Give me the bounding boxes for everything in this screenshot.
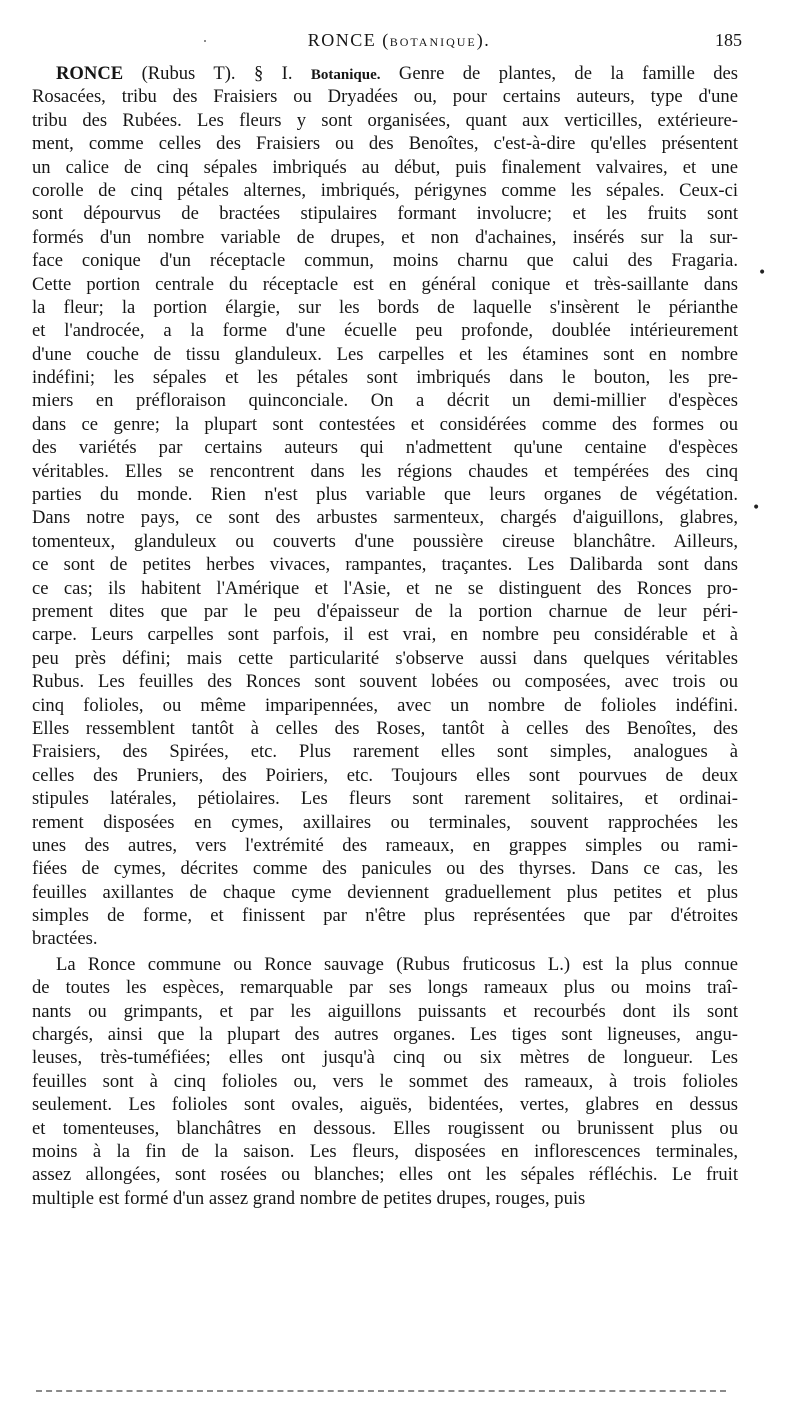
paragraph-1-line: Genre de plantes, de la famille des bbox=[398, 63, 738, 84]
paragraph-1-line: tomenteux, glanduleux ou couverts d'une poussière cireuse blanchâtre. Ailleurs, bbox=[32, 530, 738, 552]
headword: RONCE bbox=[56, 63, 124, 84]
paragraph-1-line: corolle de cinq pétales alternes, imbriqués, périgynes comme les sépales. Ceux-ci bbox=[32, 179, 738, 201]
paragraph-1-line: formés d'un nombre variable de drupes, et non d'achaines, insérés sur la sur- bbox=[32, 226, 738, 248]
paragraph-1-line: parties du monde. Rien n'est plus variable que leurs organes de végétation. bbox=[32, 484, 738, 506]
running-title-main: RONCE ( bbox=[307, 30, 390, 50]
paragraph-1-line: et l'androcée, a la forme d'une écuelle peu profonde, doublée intérieurement bbox=[32, 320, 738, 342]
paragraph-1-line: véritables. Elles se rencontrent dans les régions chaudes et tempérées des cinq bbox=[32, 460, 738, 482]
paragraph-2-line: multiple est formé d'un assez grand nombre de petites drupes, rouges, puis bbox=[32, 1187, 586, 1209]
paragraph-1-line: tribu des Rubées. Les fleurs y sont organisées, quant aux verticilles, extérieure- bbox=[32, 109, 738, 131]
paragraph-1-line: prement dites que par le peu d'épaisseur de la portion charnue de leur péri- bbox=[32, 600, 738, 622]
running-head bbox=[56, 24, 742, 54]
paragraph-1-line: Rubus. Les feuilles des Ronces sont souvent lobées ou composées, avec trois ou bbox=[32, 671, 738, 693]
paragraph-1-line: feuilles axillantes de chaque cyme deviennent graduellement plus petites et plus bbox=[32, 881, 738, 903]
paragraph-2-line: assez allongées, sont rosées ou blanches; elles ont les sépales réfléchis. Le fruit bbox=[32, 1164, 738, 1186]
paragraph-1-line: Fraisiers, des Spirées, etc. Plus rarement elles sont simples, analogues à bbox=[32, 741, 738, 763]
paragraph-1-line: stipules latérales, pétiolaires. Les fleurs sont rarement solitaires, et ordinai- bbox=[32, 788, 738, 810]
paragraph-1-line: carpe. Leurs carpelles sont parfois, il est vrai, en nombre peu considérable et à bbox=[32, 624, 738, 646]
paragraph-1-line: des variétés par certains auteurs qui n'admettent qu'une centaine d'espèces bbox=[32, 437, 738, 459]
paragraph-1 bbox=[32, 85, 738, 950]
paragraph-1-line: ment, comme celles des Fraisiers ou des Benoîtes, c'est-à-dire qu'elles présentent bbox=[32, 133, 738, 155]
paragraph-1-line: bractées. bbox=[32, 928, 98, 950]
paragraph-1-line: d'une couche de tissu glanduleux. Les carpelles et les étamines sont en nombre bbox=[32, 343, 738, 365]
paragraph-1-line: celles des Pruniers, des Poiriers, etc. Toujours elles sont pourvues de deux bbox=[32, 764, 738, 786]
paragraph-1-line: miers en préfloraison quinconciale. On a décrit un demi-millier d'espèces bbox=[32, 390, 738, 412]
paragraph-1-line: la fleur; la portion élargie, sur les bords de laquelle s'insèrent le périanthe bbox=[32, 296, 738, 318]
paragraph-1-line: Elles ressemblent tantôt à celles des Roses, tantôt à celles des Benoîtes, des bbox=[32, 717, 738, 739]
running-title bbox=[56, 30, 742, 51]
paragraph-2-line: La Ronce commune ou Ronce sauvage (Rubus fruticosus L.) est la plus connue bbox=[56, 953, 738, 975]
paragraph-2 bbox=[32, 953, 738, 1210]
paragraph-1-line: Rosacées, tribu des Fraisiers ou Dryadées ou, pour certains auteurs, type d'une bbox=[32, 86, 738, 108]
margin-mark: • bbox=[752, 500, 761, 516]
paragraph-1-line: ce sont de petites herbes vivaces, rampantes, traçantes. Les Dalibarda sont dans bbox=[32, 554, 738, 576]
paragraph-1-line: un calice de cinq sépales imbriqués au début, puis finalement valvaires, et une bbox=[32, 156, 738, 178]
paragraph-1-line: simples de forme, et finissent par n'être plus représentées que par d'étroites bbox=[32, 905, 738, 927]
margin-mark: • bbox=[758, 265, 767, 281]
headword-paren: (Rubus T). bbox=[141, 63, 236, 84]
paragraph-1-line: indéfini; les sépales et les pétales sont imbriqués dans le bouton, les pre- bbox=[32, 367, 738, 389]
paragraph-1-line: sont dépourvus de bractées stipulaires formant involucre; et les fruits sont bbox=[32, 203, 738, 225]
paragraph-1-line: ce cas; ils habitent l'Amérique et l'Asie, et ne se distinguent des Ronces pro- bbox=[32, 577, 738, 599]
paragraph-2-line: chargés, ainsi que la plupart des autres organes. Les tiges sont ligneuses, angu- bbox=[32, 1024, 738, 1046]
paragraph-1-line: Cette portion centrale du réceptacle est en général conique et très-saillante dans bbox=[32, 273, 738, 295]
paragraph-2-line: et tomenteuses, blanchâtres en dessous. Elles rougissent ou brunissent plus ou bbox=[32, 1117, 738, 1139]
paragraph-2-line: de toutes les espèces, remarquable par ses longs rameaux plus ou moins traî- bbox=[32, 977, 738, 999]
paragraph-1-line: dans ce genre; la plupart sont contestées et considérées comme des formes ou bbox=[32, 413, 738, 435]
paragraph-2-line: leuses, très-tuméfiées; elles ont jusqu'à cinq ou six mètres de longueur. Les bbox=[32, 1047, 738, 1069]
paragraph-2-line: seulement. Les folioles sont ovales, aiguës, bidentées, vertes, glabres en dessus bbox=[32, 1094, 738, 1116]
page-number: 185 bbox=[715, 30, 742, 50]
paragraph-2-line: feuilles sont à cinq folioles ou, vers le sommet des rameaux, à trois folioles bbox=[32, 1070, 738, 1092]
paragraph-1-line: Dans notre pays, ce sont des arbustes sarmenteux, chargés d'aiguillons, glabres, bbox=[32, 507, 738, 529]
paragraph-1-line: face conique d'un réceptacle commun, moins charnu que calui des Fragaria. bbox=[32, 250, 738, 272]
running-title-subject: BOTANIQUE bbox=[389, 35, 477, 49]
paragraph-2-line: moins à la fin de la saison. Les fleurs, disposées en inflorescences terminales, bbox=[32, 1140, 738, 1162]
article-text bbox=[32, 62, 738, 1210]
paragraph-1-line: peu près défini; mais cette particularité s'observe aussi dans quelques véritables bbox=[32, 647, 738, 669]
article-first-line bbox=[32, 62, 738, 85]
paragraph-2-line: nants ou grimpants, et par les aiguillons puissants et recourbés dont ils sont bbox=[32, 1000, 738, 1022]
section-title: Botanique. bbox=[310, 67, 381, 83]
paragraph-1-line: unes des autres, vers l'extrémité des rameaux, en grappes simples ou rami- bbox=[32, 834, 738, 856]
running-title-end: ). bbox=[476, 30, 491, 50]
paragraph-1-line: rement disposées en cymes, axillaires ou terminales, souvent rapprochées les bbox=[32, 811, 738, 833]
paragraph-1-line: fiées de cymes, décrites comme des panicules ou des thyrses. Dans ce cas, les bbox=[32, 858, 738, 880]
footer-rule bbox=[36, 1390, 726, 1392]
paragraph-1-line: cinq folioles, ou même imparipennées, avec un nombre de folioles indéfini. bbox=[32, 694, 738, 716]
section-marker: § I. bbox=[253, 63, 293, 84]
